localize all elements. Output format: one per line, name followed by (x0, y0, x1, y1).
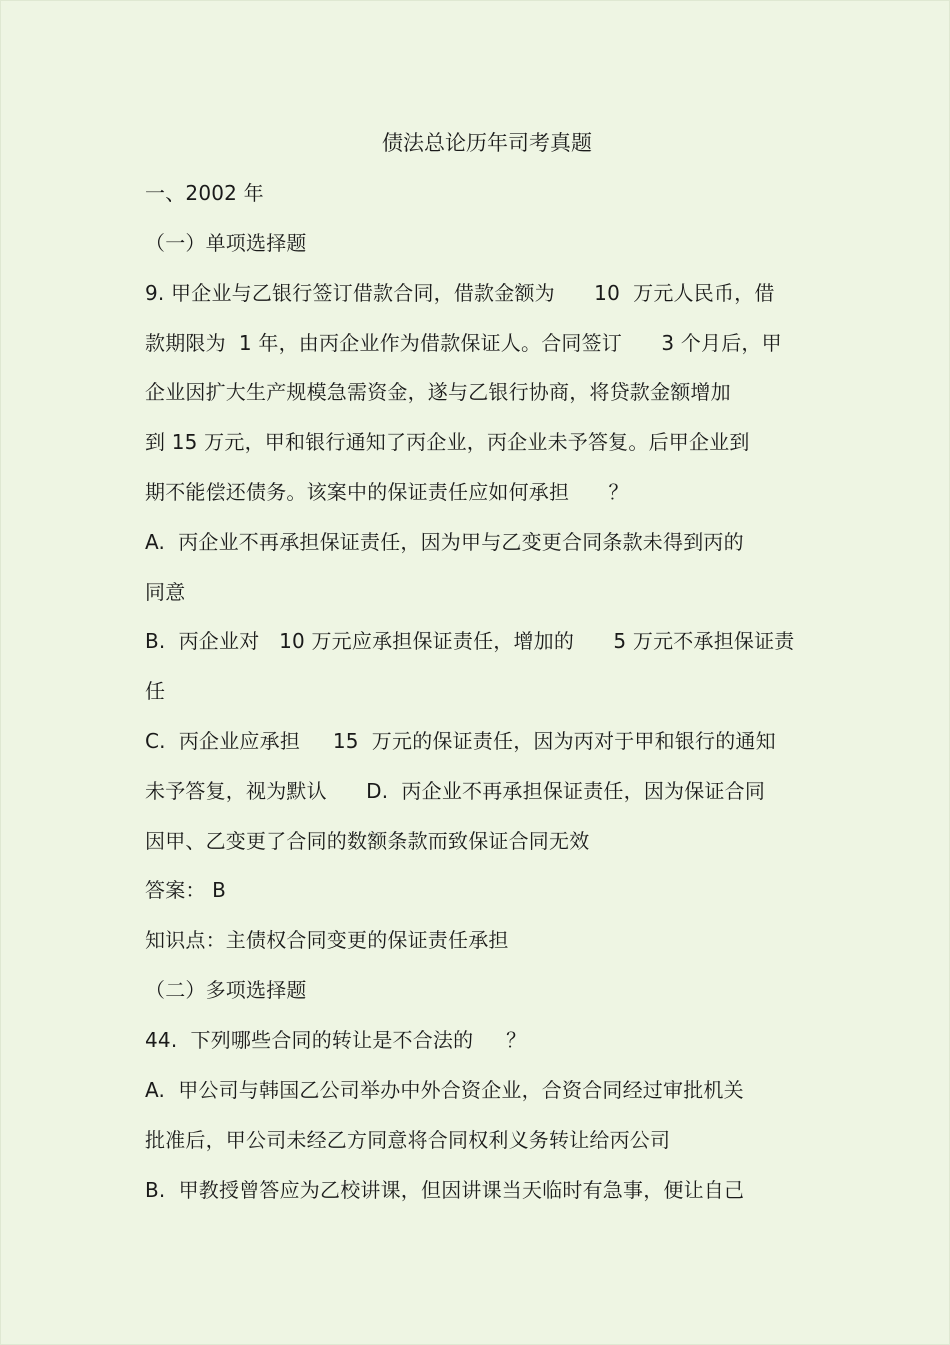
answer-line: 答案： B (145, 878, 227, 902)
option-c-d-line: 未予答复，视为默认 D. 丙企业不再承担保证责任，因为保证合同 (145, 779, 766, 803)
q44-option-a-line-2: 批准后，甲公司未经乙方同意将合同权利义务转让给丙公司 (145, 1128, 671, 1152)
document-title: 债法总论历年司考真题 (382, 131, 592, 155)
q44-option-b-line-1: B. 甲教授曾答应为乙校讲课，但因讲课当天临时有急事，便让自己 (145, 1178, 745, 1202)
knowledge-point-line: 知识点：主债权合同变更的保证责任承担 (145, 928, 509, 952)
question-44-line: 44. 下列哪些合同的转让是不合法的 ？ (145, 1028, 527, 1052)
option-a-line-2: 同意 (145, 580, 186, 604)
option-b-line-2: 任 (145, 679, 166, 703)
question-9-line-1: 9. 甲企业与乙银行签订借款合同，借款金额为 10 万元人民币，借 (145, 281, 775, 305)
subsection-single-choice: （一）单项选择题 (145, 231, 307, 255)
q44-option-a-line-1: A. 甲公司与韩国乙公司举办中外合资企业，合资合同经过审批机关 (145, 1078, 744, 1102)
subsection-multi-choice: （二）多项选择题 (145, 978, 307, 1002)
option-d-line-2: 因甲、乙变更了合同的数额条款而致保证合同无效 (145, 829, 590, 853)
option-a-line-1: A. 丙企业不再承担保证责任，因为甲与乙变更合同条款未得到丙的 (145, 530, 744, 554)
question-9-line-3: 企业因扩大生产规模急需资金，遂与乙银行协商，将贷款金额增加 (145, 380, 731, 404)
question-9-line-2: 款期限为 1 年，由丙企业作为借款保证人。合同签订 3 个月后，甲 (145, 331, 782, 355)
question-9-line-5: 期不能偿还债务。该案中的保证责任应如何承担 ？ (145, 480, 629, 504)
option-c-line-1: C. 丙企业应承担 15 万元的保证责任，因为丙对于甲和银行的通知 (145, 729, 776, 753)
option-b-line-1: B. 丙企业对 10 万元应承担保证责任，增加的 5 万元不承担保证责 (145, 629, 795, 653)
section-year-heading: 一、2002 年 (145, 181, 264, 205)
question-9-line-4: 到 15 万元，甲和银行通知了丙企业，丙企业未予答复。后甲企业到 (145, 430, 750, 454)
